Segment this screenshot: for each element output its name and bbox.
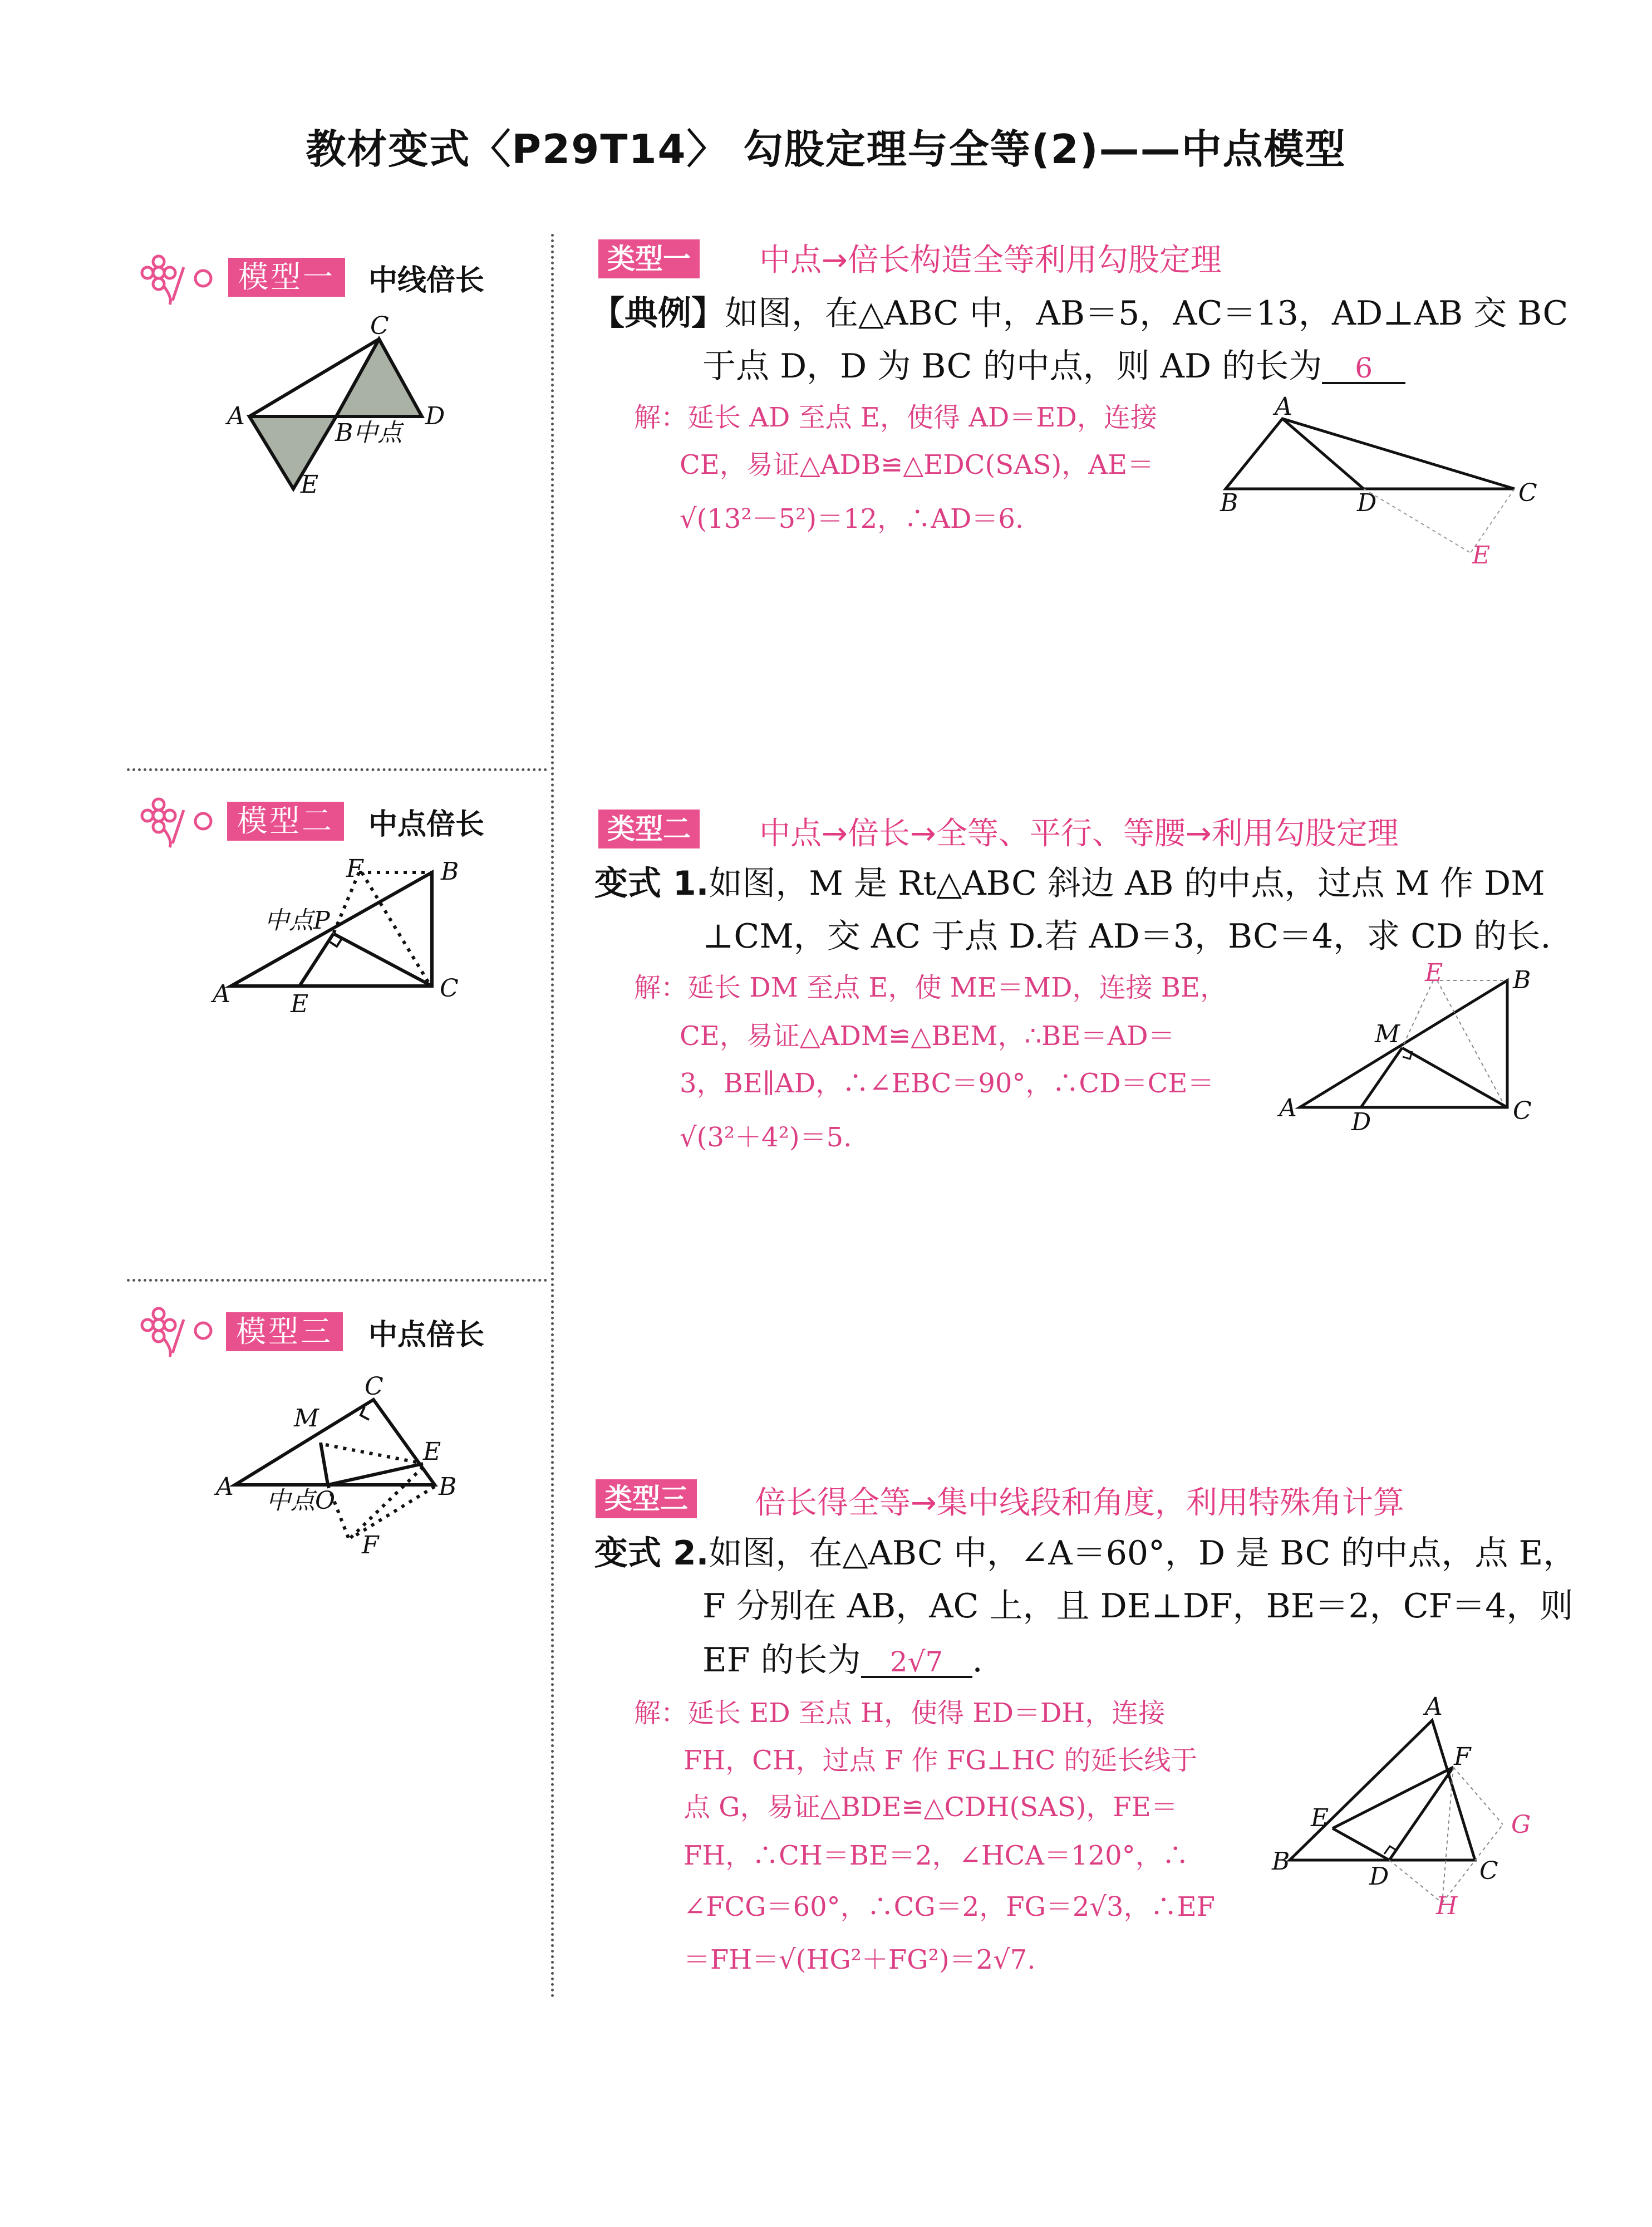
point-label: A	[213, 980, 230, 1008]
solution-line: 解：延长 ED 至点 H，使得 ED＝DH，连接	[634, 1698, 1166, 1729]
point-label: F	[362, 1531, 379, 1559]
point-label: E	[291, 990, 309, 1018]
point-label: B	[1272, 1847, 1290, 1876]
point-label: D	[1357, 489, 1377, 517]
model-label: 中点倍长	[368, 1318, 485, 1352]
solution-line: 3，BE∥AD，∴∠EBC＝90°，∴CD＝CE＝	[680, 1068, 1215, 1099]
model3-diagram	[235, 1400, 435, 1539]
question-prefix: 变式 2.	[594, 1534, 709, 1573]
point-label: D	[1351, 1108, 1371, 1136]
type-subtitle: 中点→倍长→全等、平行、等腰→利用勾股定理	[759, 816, 1399, 852]
point-label: C	[1513, 1097, 1532, 1125]
point-label: E	[423, 1438, 441, 1466]
point-label: M	[1375, 1020, 1400, 1048]
question-line: EF 的长为 2√7 .	[702, 1641, 983, 1680]
point-label: C	[440, 974, 459, 1003]
point-label: D	[1369, 1862, 1389, 1891]
solution-line: ∠FCG＝60°，∴CG＝2，FG＝2√3，∴EF	[684, 1891, 1215, 1922]
question-line: 【典例】如图，在△ABC 中，AB＝5，AC＝13，AD⊥AB 交 BC	[591, 294, 1569, 333]
question-line: 变式 1.如图，M 是 Rt△ABC 斜边 AB 的中点，过点 M 作 DM	[594, 864, 1545, 903]
page-title: 教材变式〈P29T14〉 勾股定理与全等(2)——中点模型	[306, 126, 1346, 173]
type-badge: 类型一	[598, 239, 700, 278]
point-label: F	[346, 855, 363, 883]
point-label: C	[1518, 479, 1537, 507]
type-subtitle: 倍长得全等→集中线段和角度，利用特殊角计算	[755, 1485, 1404, 1521]
model-label: 中线倍长	[368, 264, 485, 297]
question-prefix: 【典例】	[591, 294, 725, 333]
question-line: F 分别在 AB，AC 上，且 DE⊥DF，BE＝2，CF＝4，则	[702, 1587, 1574, 1626]
point-label: E	[1425, 959, 1443, 987]
model-badge: 模型一	[228, 258, 345, 297]
question-line: ⊥CM，交 AC 于点 D.若 AD＝3，BC＝4，求 CD 的长.	[702, 917, 1551, 956]
point-label: B	[439, 1473, 457, 1501]
point-label: A	[1275, 393, 1292, 421]
solution-line: √(3²＋4²)＝5.	[680, 1122, 852, 1153]
answer-blank: 2√7	[861, 1648, 972, 1678]
type-badge: 类型三	[596, 1479, 697, 1518]
solution-line: CE，易证△ADB≌△EDC(SAS)，AE＝	[680, 449, 1154, 480]
solution-line: FH，CH，过点 F 作 FG⊥HC 的延长线于	[684, 1745, 1198, 1776]
solution-line: 解：延长 AD 至点 E，使得 AD＝ED，连接	[634, 402, 1157, 433]
point-label: C	[370, 312, 389, 340]
point-label: C	[1479, 1857, 1498, 1885]
model2-diagram	[231, 872, 432, 986]
model1-diagram	[249, 339, 422, 489]
question-line: 变式 2.如图，在△ABC 中，∠A＝60°，D 是 BC 的中点，点 E，	[594, 1534, 1577, 1573]
solution-line: FH，∴CH＝BE＝2，∠HCA＝120°，∴	[684, 1840, 1189, 1871]
point-label: B	[1513, 966, 1531, 994]
solution-line: √(13²－5²)＝12，∴AD＝6.	[680, 503, 1024, 534]
model-label: 中点倍长	[368, 808, 485, 841]
solution-line: CE，易证△ADM≌△BEM，∴BE＝AD＝	[680, 1021, 1175, 1052]
point-label: G	[1511, 1811, 1531, 1839]
point-label: A	[1425, 1693, 1443, 1721]
point-label: H	[1436, 1892, 1458, 1920]
point-label: D	[425, 402, 445, 430]
point-label: E	[1311, 1804, 1329, 1832]
point-label: C	[365, 1372, 384, 1401]
model-badge: 模型三	[226, 1312, 343, 1351]
point-label: A	[216, 1473, 234, 1501]
type1-diagram	[1226, 419, 1515, 553]
solution-line: 解：延长 DM 至点 E，使 ME＝MD，连接 BE，	[634, 972, 1227, 1003]
type2-diagram	[1300, 980, 1507, 1107]
point-label: B	[441, 857, 459, 886]
question-line: 于点 D，D 为 BC 的中点，则 AD 的长为 6	[702, 350, 1405, 384]
point-label: A	[227, 402, 245, 430]
point-label: B	[1220, 489, 1238, 517]
type-badge: 类型二	[598, 810, 700, 848]
solution-line: 点 G，易证△BDE≌△CDH(SAS)，FE＝	[684, 1792, 1178, 1823]
point-label: A	[1279, 1094, 1297, 1122]
model-badge: 模型二	[227, 802, 344, 841]
solution-line: ＝FH＝√(HG²＋FG²)＝2√7.	[684, 1944, 1036, 1975]
question-prefix: 变式 1.	[594, 864, 709, 903]
point-label: F	[1454, 1743, 1471, 1771]
point-label: 中点O	[266, 1487, 336, 1515]
point-label: E	[1472, 541, 1491, 570]
point-label: 中点P	[264, 906, 330, 935]
answer-blank: 6	[1322, 354, 1405, 384]
point-label: B中点	[335, 419, 402, 447]
type-subtitle: 中点→倍长构造全等利用勾股定理	[759, 242, 1222, 278]
point-label: M	[294, 1404, 319, 1433]
point-label: E	[301, 470, 319, 499]
